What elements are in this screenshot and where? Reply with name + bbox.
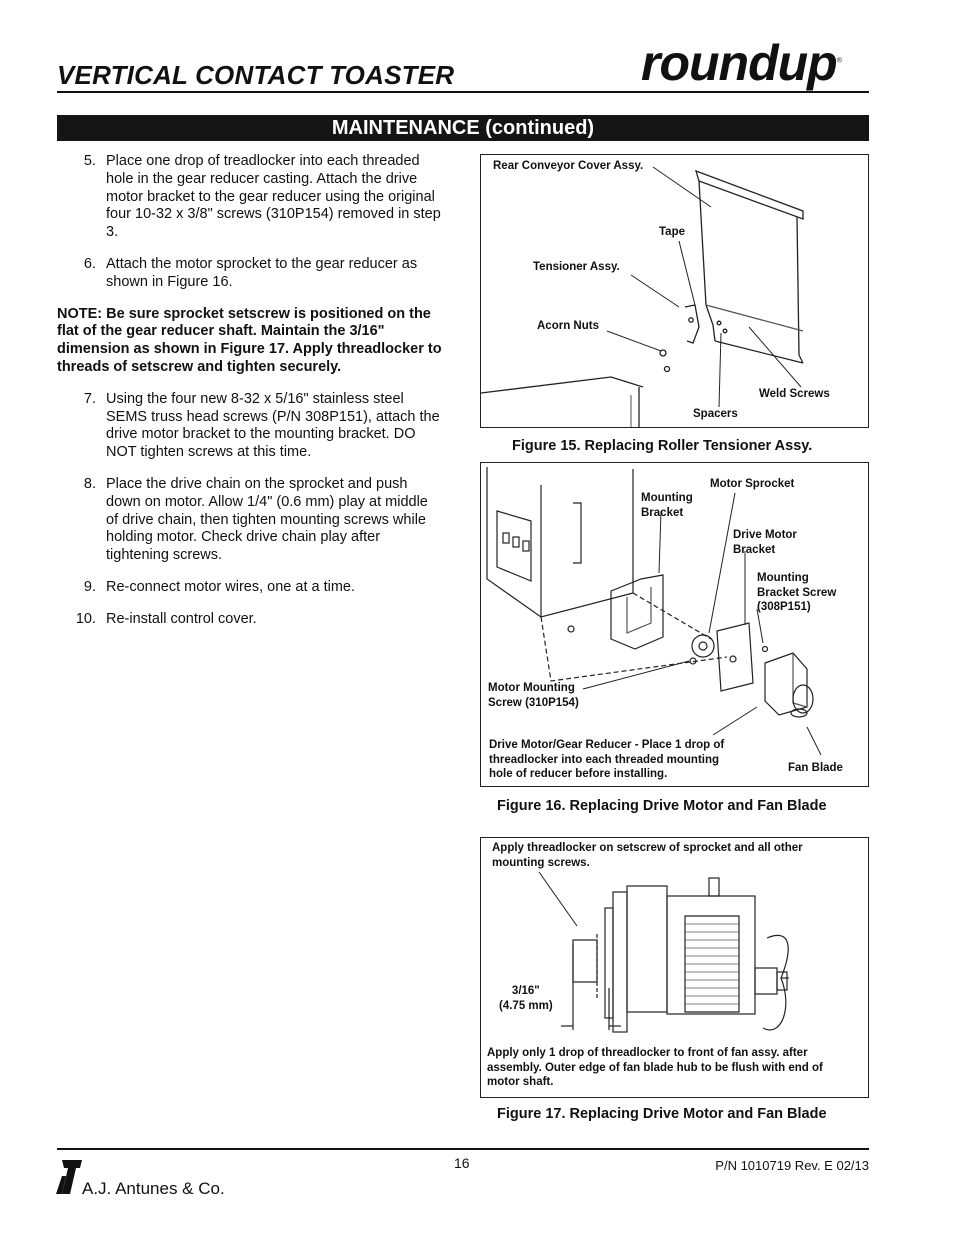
- label-mounting-bracket: Mounting Bracket: [641, 492, 693, 519]
- step-number: 7.: [83, 390, 96, 407]
- figure-17-caption: Figure 17. Replacing Drive Motor and Fan Blade: [497, 1106, 827, 1122]
- step-number: 10.: [75, 610, 96, 627]
- footer-rule: [57, 1148, 869, 1150]
- step-text: Re-install control cover.: [106, 610, 257, 627]
- document-title: VERTICAL CONTACT TOASTER: [57, 60, 455, 90]
- label-fan-blade: Fan Blade: [788, 762, 843, 774]
- step-text: Place one drop of treadlocker into each threaded hole in the gear reducer casting. Attach the drive motor bracket to the gear reducer using the original four 10-32 x 3/8" screws (310P154) removed in step 3.: [106, 153, 441, 241]
- label-tape: Tape: [659, 226, 685, 238]
- label-dimension: 3/16" (4.75 mm): [499, 985, 553, 1012]
- logo-text: roundup: [641, 35, 837, 91]
- step-number: 8.: [83, 475, 96, 492]
- step-item: [57, 579, 442, 597]
- step-item: [57, 611, 442, 629]
- step-number: 5.: [83, 153, 96, 169]
- aja-logo-mark: [56, 1158, 84, 1196]
- label-top-note: Apply threadlocker on setscrew of sprocket and all other mounting screws.: [492, 842, 803, 869]
- step-number: 9.: [83, 578, 96, 595]
- label-tensioner: Tensioner Assy.: [533, 261, 620, 273]
- label-acorn-nuts: Acorn Nuts: [537, 320, 599, 332]
- figure-16: [480, 462, 869, 787]
- label-bottom-note: Apply only 1 drop of threadlocker to front of fan assy. after assembly. Outer edge of fan blade hub to be flush with end of motor shaft.: [487, 1047, 823, 1088]
- figure-15-caption: Figure 15. Replacing Roller Tensioner Assy.: [512, 438, 813, 454]
- step-text: Place the drive chain on the sprocket and push down on motor. Allow 1/4" (0.6 mm) play at middle of drive chain, then tighten mounting screws while holding motor. Check drive chain play after tightening screws.: [106, 475, 428, 564]
- figure-17: [480, 837, 869, 1098]
- figure-16-caption: Figure 16. Replacing Drive Motor and Fan Blade: [497, 798, 827, 814]
- step-item: [57, 476, 442, 565]
- step-text: Re-connect motor wires, one at a time.: [106, 578, 356, 595]
- label-gear-reducer: Drive Motor/Gear Reducer - Place 1 drop of threadlocker into each threaded mounting hole of reducer before installing.: [489, 739, 725, 780]
- step-number: 6.: [83, 255, 96, 272]
- step-text: Attach the motor sprocket to the gear reducer as shown in Figure 16.: [106, 255, 418, 290]
- label-mounting-bracket-screw: Mounting Bracket Screw (308P151): [757, 572, 837, 613]
- roundup-logo: roundup®: [641, 35, 841, 91]
- label-weld-screws: Weld Screws: [759, 388, 830, 400]
- page-number: 16: [454, 1155, 470, 1171]
- label-rear-cover: Rear Conveyor Cover Assy.: [493, 160, 644, 172]
- label-spacers: Spacers: [693, 408, 738, 420]
- section-title: MAINTENANCE (continued): [57, 115, 869, 141]
- note-paragraph: NOTE: Be sure sprocket setscrew is positioned on the flat of the gear reducer shaft. Maintain the 3/16" dimension as shown in Figure 17. Apply threadlocker to threads of setscrew and tighten securely.: [57, 305, 442, 375]
- label-motor-sprocket: Motor Sprocket: [710, 478, 795, 490]
- label-motor-mounting-screw: Motor Mounting Screw (310P154): [488, 682, 579, 709]
- step-item: [57, 391, 442, 462]
- header-rule: [57, 91, 869, 93]
- company-name: A.J. Antunes & Co.: [82, 1179, 225, 1198]
- instructions-column: [57, 153, 442, 643]
- part-number: P/N 1010719 Rev. E 02/13: [715, 1158, 869, 1173]
- step-text: Using the four new 8-32 x 5/16" stainless steel SEMS truss head screws (P/N 308P151), attach the drive motor bracket to the mounting bracket. DO NOT tighten screws at this time.: [106, 390, 440, 461]
- step-item: [57, 153, 442, 242]
- step-item: [57, 256, 442, 292]
- figure-15: [480, 154, 869, 428]
- label-drive-motor-bracket: Drive Motor Bracket: [733, 529, 797, 556]
